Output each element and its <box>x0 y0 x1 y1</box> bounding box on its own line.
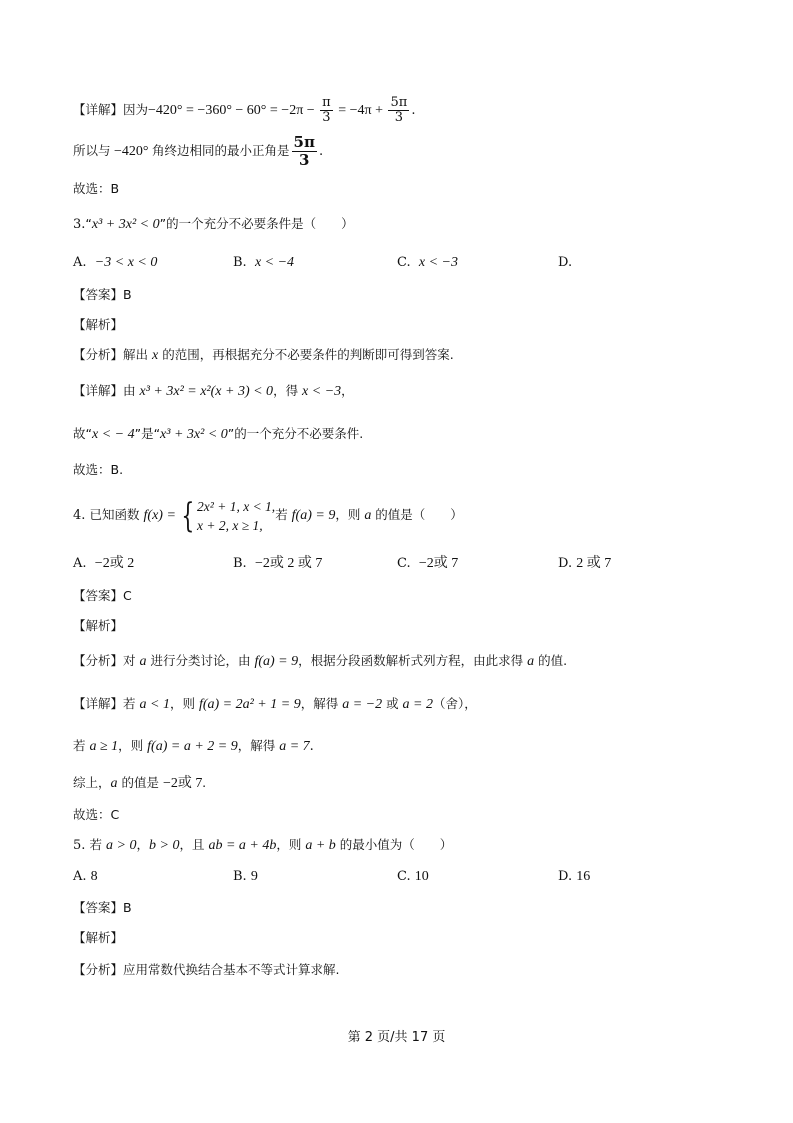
text: 由 <box>123 383 140 398</box>
choice-line: 故选：B <box>73 181 120 196</box>
math-expr: f(a) = 2a² + 1 = 9 <box>198 697 301 712</box>
math-expr: x < − 4 <box>91 427 135 442</box>
math-expr: a > 0 <box>106 838 137 853</box>
math-expr: x³ + 3x² = x²(x + 3) < 0 <box>139 384 274 399</box>
option-label: B. <box>233 869 247 884</box>
answer-line: 【答案】C <box>73 588 132 603</box>
text: 对 <box>123 653 140 668</box>
text: 若 <box>123 696 140 711</box>
math-expr: −420° <box>110 144 153 159</box>
text: ，解得 <box>300 696 343 711</box>
punct: . <box>309 739 314 754</box>
math-expr: −420° = −360° − 60° = −2π − <box>148 103 319 118</box>
conclusion-line <box>73 425 363 444</box>
text: 因为 <box>123 102 149 117</box>
case-1: 2x² + 1, x < 1, <box>197 498 276 514</box>
fraction <box>320 96 333 125</box>
text: 的最小值为（ ） <box>335 837 453 852</box>
option-label: C. <box>397 255 411 270</box>
text: ，则 <box>169 696 199 711</box>
math-expr: a < 1 <box>139 697 170 712</box>
fraction <box>388 96 409 125</box>
text: ，解得 <box>237 738 280 753</box>
text: 所以与 <box>73 143 111 158</box>
option-label: A. <box>73 869 87 884</box>
summary-line <box>73 774 206 793</box>
detail-line <box>73 382 354 401</box>
choice-line: 故选：C <box>73 807 120 822</box>
denominator: 3 <box>299 151 310 169</box>
analysis-label: 【解析】 <box>73 618 124 633</box>
detail-line-1 <box>73 96 415 125</box>
option-a <box>73 868 98 886</box>
option-value: −2或 7 <box>418 556 459 571</box>
text: 的范围，再根据充分不必要条件的判断即可得到答案. <box>158 347 454 362</box>
math-expr: f(a) = 9 <box>291 508 336 523</box>
question-number: 4. <box>73 508 86 523</box>
math-expr: x³ + 3x² < 0 <box>160 427 228 442</box>
option-value: −3 < x < 0 <box>94 255 158 270</box>
math-expr: f(a) = a + 2 = 9 <box>147 739 238 754</box>
brace-icon: { <box>181 495 195 536</box>
math-expr: a = 2 <box>402 697 433 712</box>
question-4 <box>73 494 463 537</box>
piecewise-cases <box>197 497 275 535</box>
text: ”是“ <box>134 426 161 441</box>
text: ，则 <box>335 507 365 522</box>
denominator: 3 <box>322 110 331 125</box>
option-b <box>233 555 322 573</box>
text: （舍）， <box>433 696 477 711</box>
detail-tag: 【详解】 <box>73 383 124 398</box>
option-label: D. <box>558 556 573 571</box>
detail-tag: 【详解】 <box>73 696 124 711</box>
option-value: −2或 2 或 7 <box>254 556 323 571</box>
text: 若 <box>275 507 292 522</box>
text: 解出 <box>123 347 152 362</box>
text: ，则 <box>118 738 148 753</box>
analysis-tag: 【分析】 <box>73 347 124 362</box>
text: ，得 <box>273 383 303 398</box>
math-expr: x < −3 <box>302 384 342 399</box>
option-value: 8 <box>90 869 98 884</box>
detail-line-2 <box>73 737 314 756</box>
text: 若 <box>73 738 90 753</box>
analysis-label: 【解析】 <box>73 317 124 332</box>
option-label: A. <box>73 556 87 571</box>
answer-line: 【答案】B <box>73 287 132 302</box>
answer-line: 【答案】B <box>73 900 132 915</box>
math-var: a <box>527 654 535 669</box>
detail-line-2 <box>73 134 323 169</box>
option-value: 10 <box>414 869 429 884</box>
text: ，根据分段函数解析式列方程，由此求得 <box>298 653 528 668</box>
math-expr: b > 0 <box>149 838 180 853</box>
option-label: D. <box>558 255 573 270</box>
text: ”的一个充分不必要条件是（ ） <box>159 216 354 231</box>
option-label: D. <box>558 869 573 884</box>
option-a <box>73 254 157 272</box>
math-expr: −2或 7. <box>162 776 206 791</box>
text: 故“ <box>73 426 92 441</box>
math-expr: x³ + 3x² < 0 <box>91 217 160 232</box>
punct: . <box>318 144 324 159</box>
text: 进行分类讨论，由 <box>146 653 255 668</box>
math-expr: f(a) = 9 <box>254 654 299 669</box>
option-d <box>558 868 590 886</box>
math-expr: a = 7 <box>279 739 310 754</box>
analysis-tag: 【分析】 <box>73 653 124 668</box>
option-label: B. <box>233 255 247 270</box>
option-b <box>233 868 258 886</box>
math-expr: = −4π + <box>334 103 387 118</box>
math-var: a <box>110 776 118 791</box>
numerator: π <box>322 95 331 110</box>
fenxi-line <box>73 652 567 671</box>
option-value: 2 或 7 <box>576 556 612 571</box>
option-value: x < −4 <box>254 255 295 270</box>
page-footer: 第 2 页/共 17 页 <box>347 1030 446 1045</box>
text: 综上， <box>73 775 111 790</box>
option-value: 16 <box>576 869 591 884</box>
math-expr: ab = a + 4b <box>208 838 277 853</box>
math-expr: a = −2 <box>342 697 383 712</box>
detail-tag: 【详解】 <box>73 102 124 117</box>
text: 的值. <box>534 653 568 668</box>
question-3 <box>73 215 354 234</box>
fenxi-line: 【分析】应用常数代换结合基本不等式计算求解. <box>73 962 340 977</box>
option-c <box>397 254 458 272</box>
text: 若 <box>89 837 107 852</box>
option-value: −2或 2 <box>94 556 135 571</box>
fraction <box>292 134 317 169</box>
option-value: x < −3 <box>418 255 458 270</box>
option-b <box>233 254 294 272</box>
math-var: x <box>152 348 159 363</box>
choice-line: 故选：B. <box>73 462 124 477</box>
numerator: 5π <box>293 133 315 151</box>
option-label: C. <box>397 556 411 571</box>
math-expr: f(x) = <box>143 508 180 523</box>
text: ，则 <box>276 837 306 852</box>
fenxi-line <box>73 346 454 365</box>
punct: . <box>411 103 416 118</box>
option-value: 9 <box>250 869 258 884</box>
text: ， <box>341 383 354 398</box>
option-label: A. <box>73 255 87 270</box>
option-c <box>397 868 429 886</box>
case-2: x + 2, x ≥ 1, <box>197 517 263 533</box>
question-number: 3. <box>73 217 86 232</box>
text: 已知函数 <box>89 507 144 522</box>
denominator: 3 <box>394 110 404 125</box>
detail-line <box>73 695 477 714</box>
math-var: a <box>364 508 372 523</box>
option-label: C. <box>397 869 411 884</box>
math-var: a <box>139 654 147 669</box>
text: ”的一个充分不必要条件. <box>227 426 364 441</box>
question-5 <box>73 836 452 855</box>
option-label: B. <box>233 556 247 571</box>
option-d <box>558 555 611 573</box>
text: 或 <box>382 696 403 711</box>
math-expr: a ≥ 1 <box>89 739 119 754</box>
option-c <box>397 555 458 573</box>
text: 的值是（ ） <box>371 507 463 522</box>
text: 的值是 <box>117 775 163 790</box>
question-number: 5. <box>73 838 86 853</box>
option-d <box>558 254 572 272</box>
analysis-label: 【解析】 <box>73 930 124 945</box>
text: ， <box>136 837 149 852</box>
text: 角终边相同的最小正角是 <box>152 143 290 158</box>
text: ，且 <box>179 837 209 852</box>
numerator: 5π <box>390 95 408 110</box>
text: “ <box>85 216 92 231</box>
math-expr: a + b <box>305 838 336 853</box>
option-a <box>73 555 134 573</box>
